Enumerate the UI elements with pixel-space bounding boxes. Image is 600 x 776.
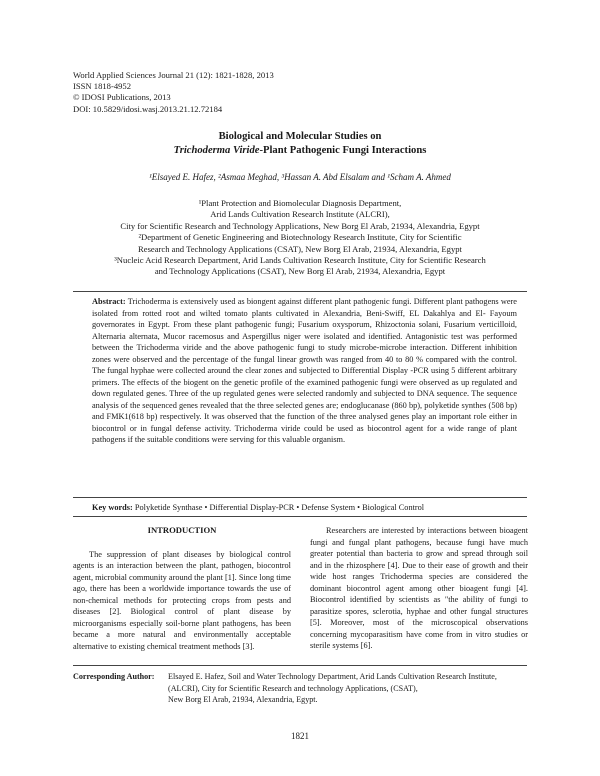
affiliation-line: ²Department of Genetic Engineering and Biotechnology Research Institute, City for Scientific: [138, 232, 462, 243]
introduction-heading: INTRODUCTION: [147, 525, 217, 535]
affiliation-line: City for Scientific Research and Technology Applications, New Borg El Arab, 21934, Alexandria, Egypt: [120, 220, 480, 231]
title-organism: Trichoderma Viride: [173, 145, 260, 156]
abstract-top-rule: [73, 291, 527, 292]
corresponding-line: New Borg El Arab, 21934, Alexandria, Egypt.: [168, 695, 318, 705]
page-number: 1821: [291, 731, 309, 741]
journal-copyright: © IDOSI Publications, 2013: [73, 92, 171, 103]
affiliations: [70, 198, 530, 278]
paper-title: [60, 130, 540, 158]
abstract: [92, 296, 517, 446]
left-column: [73, 525, 291, 652]
abstract-label: Abstract:: [92, 297, 126, 306]
title-line-2-rest: -Plant Pathogenic Fungi Interactions: [259, 145, 427, 156]
corresponding-author-details: [168, 671, 533, 706]
corresponding-line: Elsayed E. Hafez, Soil and Water Technology Department, Arid Lands Cultivation Research Institute,: [168, 672, 497, 681]
keywords-bottom-rule: [73, 516, 527, 517]
affiliation-line: and Technology Applications (CSAT), New Borg El Arab, 21934, Alexandria, Egypt: [154, 266, 446, 277]
abstract-bottom-rule: [73, 497, 527, 498]
footer-rule: [73, 665, 527, 666]
corresponding-author-label: Corresponding Author:: [73, 672, 155, 681]
journal-info: [73, 70, 274, 115]
journal-citation: World Applied Sciences Journal 21 (12): 1821-1828, 2013: [73, 70, 274, 80]
affiliation-line: Arid Lands Cultivation Research Institute (ALCRI),: [210, 209, 390, 220]
journal-doi: DOI: 10.5829/idosi.wasj.2013.21.12.72184: [73, 103, 223, 114]
keywords-text: Polyketide Synthase • Differential Display-PCR • Defense System • Biological Control: [134, 503, 425, 512]
affiliation-line: ¹Plant Protection and Biomolecular Diagnosis Department,: [198, 198, 402, 208]
journal-issn: ISSN 1818-4952: [73, 81, 132, 92]
intro-paragraph-1: The suppression of plant diseases by biological control agents is an interaction between the plant, pathogen, biocontrol agent, microbial community around the plant [1]. Since long time ago, there has been a worldwide importance towards the use of non-chemical methods for protecting crops from pests and diseases [2]. Biological control of plant disease by microorganisms especially soil-borne plant pathogens, has been became a more natural and environmentally acceptable alternative to existing chemical treatment methods [3].: [73, 549, 291, 651]
corresponding-line: (ALCRI), City for Scientific Research and technology Applications, (CSAT),: [168, 683, 418, 693]
author-list: ¹Elsayed E. Hafez, ²Asmaa Meghad, ³Hassan A. Abd Elsalam and ¹Scham A. Ahmed: [149, 172, 451, 182]
affiliation-line: Research and Technology Applications (CSAT), New Borg El Arab, 21934, Alexandria, Egypt: [138, 243, 462, 254]
title-line-1: Biological and Molecular Studies on: [218, 131, 382, 142]
intro-paragraph-2: Researchers are interested by interactions between bioagent fungi and fungal plant pathogens, because fungi have much greater potential than bacteria to grow and spread through soil and in the rhizosphere [4]. Due to their ease of growth and their wide host ranges Trichoderma species are considered the dominant biocontrol agent among other bioagent fungi [4]. Biocontrol identified by scientists as "the ability of fungi to parasitize spores, sclerotia, hyphae and other fungal structures [5]. Moreover, most of the microscopical observations concerning mycoparasitism have come from in vitro studies or sterile systems [6].: [310, 526, 528, 651]
keywords: [92, 503, 517, 512]
title-line-2: [60, 144, 540, 158]
affiliation-line: ³Nucleic Acid Research Department, Arid Lands Cultivation Research Institute, City for Scientific Research: [114, 255, 486, 266]
right-column: [310, 525, 528, 652]
keywords-label: Key words:: [92, 503, 133, 512]
abstract-text: Trichoderma is extensively used as biongent against different plant pathogenic fungi. Different plant pathogens were isolated from rotted root and wilted tomato plants cultivated in Alexandria, Beni-Swiff, EL Dakahlya and El- Fayoum governorates in Egypt. From these plant pathogenic fungi; Fusarium oxysporum, Rhizoctonia solani, Fusarium verticilloid, Alternaria alternata, Mucor racemosus and Aspergillus niger were isolated and identified. Antagonistic test was performed between the Trichoderma viride and the above pathogenic fungi to study microbe-microbe interaction. Different inhibition zones were observed and the percentage of the fungal linear growth was ranged from 40 to 80 % compared with the control. The fungal hyphae were collected around the clear zones and subjected to Differential Display -PCR using 5 different arbitrary primers. The effects of the biogent on the genetic profile of the examined pathogenic fungi were observed as up regulated and down regulated genes. Three of the up regulated genes were selected randomly and subjected to DNA sequence. The sequence analysis of the sequenced genes revealed that the three selected genes are; endoglucanase (860 bp), polyketide synthes (508 bp) and FMK1(618 bp) respectively. It was observed that the function of the three analysed genes play an important role either in biocontrol or in fungal defense activity. Trichoderma viride could be used as biocontrol agent for a wide range of plant pathogens if the suitable conditions were serving for this valuable organism.: [92, 297, 517, 444]
